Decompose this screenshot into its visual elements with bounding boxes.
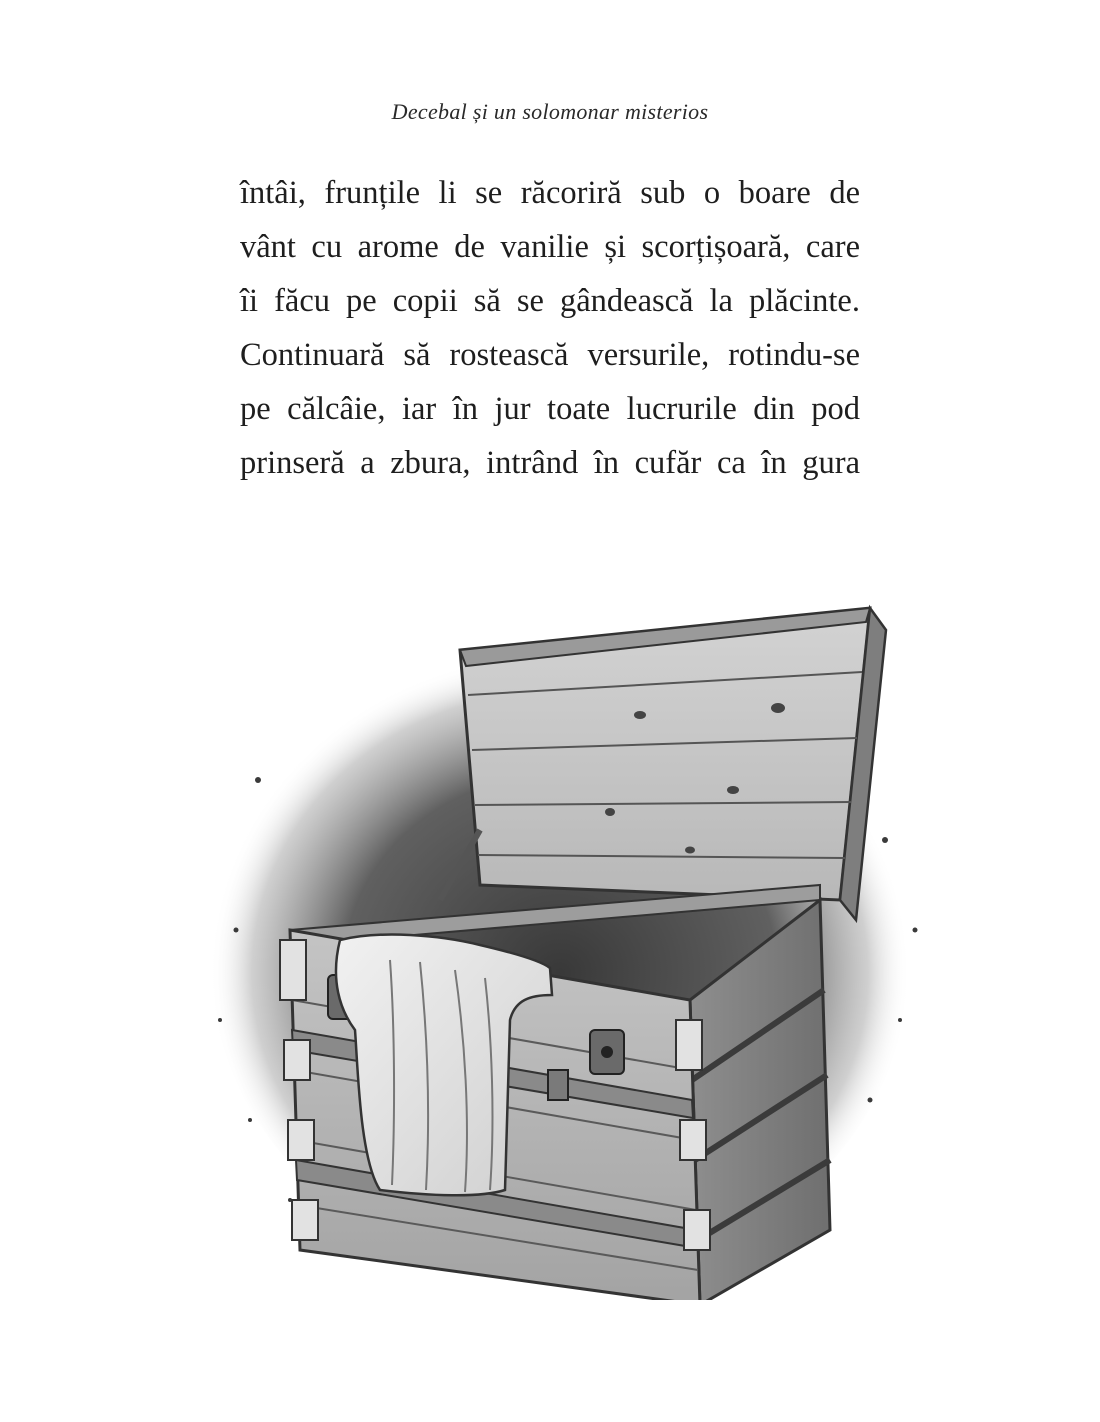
body-paragraph: [240, 166, 860, 490]
text-line: îi făcu pe copii să se gândească la plăcinte.: [240, 283, 860, 319]
trunk-illustration: [180, 600, 940, 1300]
latch-center: [548, 1070, 568, 1100]
trunk-lid: [460, 608, 886, 920]
text-line: Continuară să rostească versurile, rotindu-se: [240, 337, 860, 373]
text-line: pe călcâie, iar în jur toate lucrurile din pod: [240, 391, 860, 427]
running-title: Decebal și un solomonar misterios: [391, 99, 709, 124]
text-line: întâi, frunțile li se răcoriră sub o boare de: [240, 175, 860, 211]
lock-right: [590, 1030, 624, 1074]
text-line: vânt cu arome de vanilie și scorțișoară, care: [240, 229, 860, 265]
text-line: prinseră a zbura, intrând în cufăr ca în gura: [240, 445, 860, 481]
